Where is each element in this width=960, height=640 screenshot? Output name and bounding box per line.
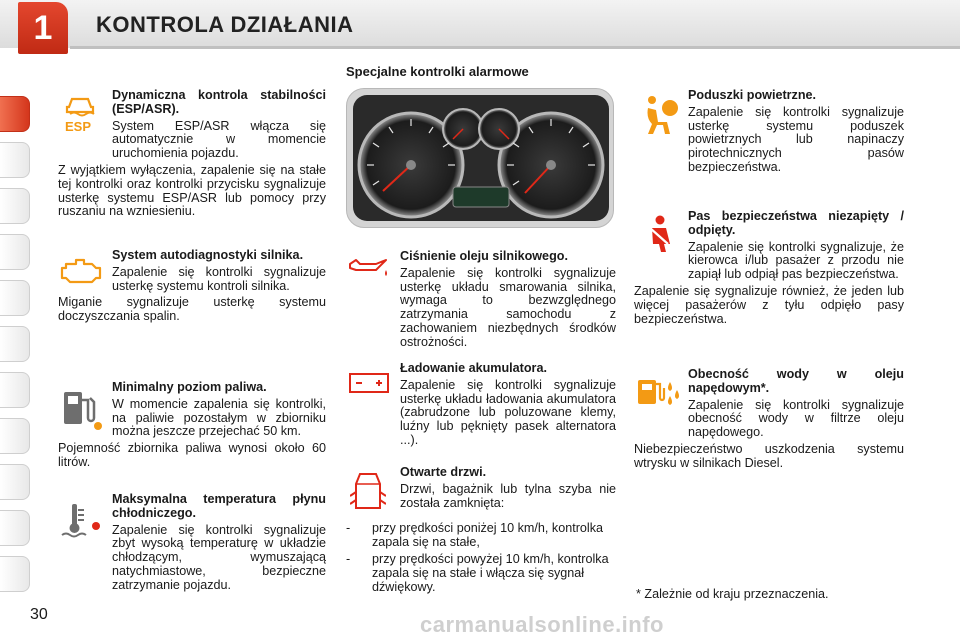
header-rule — [70, 46, 960, 49]
airbag-section — [634, 89, 904, 175]
esp-body-1: System ESP/ASR włącza się automatycznie w momencie uruchomienia pojazdu. — [112, 118, 326, 161]
coolant-title: Maksymalna temperatura płynu chłodniczego. — [112, 492, 326, 520]
seatbelt-body-1: Zapalenie się kontrolki sygnalizuje, że kierowca i/lub pasażer z przodu nie zapiął lub odpiął pas bezpieczeństwa. — [688, 239, 904, 282]
chapter-tab-4[interactable] — [0, 234, 30, 270]
instrument-cluster-drawing — [353, 95, 609, 221]
engine-body-1: Zapalenie się kontrolki sygnalizuje usterkę systemu kontroli silnika. — [112, 264, 326, 293]
battery-section — [346, 362, 616, 448]
engine-section — [58, 249, 326, 324]
chapter-tab-8[interactable] — [0, 418, 30, 454]
watermark: carmanualsonline.info — [420, 612, 664, 637]
fuel-title: Minimalny poziom paliwa. — [112, 380, 267, 394]
oil-body-1: Zapalenie się kontrolki sygnalizuje usterkę układu smarowania silnika, wymaga to bezwzględnego zatrzymania samochodu z zachowaniem niezbędnych środków ostrożności. — [400, 265, 616, 349]
chapter-tab-7[interactable] — [0, 372, 30, 408]
water-section — [634, 368, 904, 471]
doors-condition-item: - przy prędkości poniżej 10 km/h, kontrolka zapala się na stałe, — [346, 522, 616, 550]
chapter-tab-11[interactable] — [0, 556, 30, 592]
esp-section — [58, 89, 326, 219]
section-title: Specjalne kontrolki alarmowe — [346, 64, 529, 79]
doors-condition-item: - przy prędkości powyżej 10 km/h, kontrolka zapala się na stałe i włącza się sygnał dźwiękowy. — [346, 553, 616, 594]
doors-title: Otwarte drzwi. — [400, 465, 487, 479]
chapter-tab-3[interactable] — [0, 188, 30, 224]
chapter-tab-1[interactable] — [0, 96, 30, 132]
chapter-number-badge: 1 — [18, 2, 68, 54]
instrument-cluster-illustration — [346, 88, 614, 228]
seatbelt-title: Pas bezpieczeństwa niezapięty / odpięty. — [688, 209, 904, 237]
doors-body-1: Drzwi, bagażnik lub tylna szyba nie została zamknięta: — [400, 481, 616, 510]
seatbelt-body-2: Zapalenie się sygnalizuje również, że jeden lub więcej pasażerów z tyłu odpięło pasy bezpieczeństwa. — [634, 283, 904, 326]
footnote: * Zależnie od kraju przeznaczenia. — [636, 587, 829, 601]
fuel-body-1: W momencie zapalenia się kontrolki, na paliwie pozostałym w zbiorniku można jeszcze przejechać 50 km. — [112, 396, 326, 439]
esp-body-2: Z wyjątkiem wyłączenia, zapalenie się na stałe tej kontrolki oraz kontrolki przycisku sygnalizuje usterkę systemu ESP/ASR lub pomocy przy ruszaniu na wzniesieniu. — [58, 162, 326, 219]
airbag-title: Poduszki powietrzne. — [688, 88, 817, 102]
battery-title: Ładowanie akumulatora. — [400, 361, 547, 375]
seatbelt-section — [634, 210, 904, 326]
oil-title: Ciśnienie oleju silnikowego. — [400, 249, 568, 263]
page-number: 30 — [30, 606, 48, 623]
esp-title: Dynamiczna kontrola stabilności (ESP/ASR). — [112, 88, 326, 116]
doors-conditions-list — [346, 522, 616, 594]
chapter-tab-10[interactable] — [0, 510, 30, 546]
chapter-tab-9[interactable] — [0, 464, 30, 500]
chapter-tab-2[interactable] — [0, 142, 30, 178]
water-body-1: Zapalenie się kontrolki sygnalizuje obecność wody w filtrze oleju napędowego. — [688, 397, 904, 440]
chapter-tab-5[interactable] — [0, 280, 30, 316]
page-title: KONTROLA DZIAŁANIA — [96, 12, 354, 37]
engine-title: System autodiagnostyki silnika. — [112, 248, 304, 262]
airbag-body-1: Zapalenie się kontrolki sygnalizuje usterkę systemu poduszek powietrznych lub napinaczy pirotechnicznych pasów bezpieczeństwa. — [688, 104, 904, 174]
coolant-body-1: Zapalenie się kontrolki sygnalizuje zbyt wysoką temperaturę w układzie chłodzącym, wymuszającą natychmiastowe, bezpieczne zatrzymanie pojazdu. — [112, 522, 326, 592]
water-body-2: Niebezpieczeństwo uszkodzenia systemu wtrysku w silnikach Diesel. — [634, 441, 904, 470]
chapter-tabs — [0, 66, 30, 606]
doors-section — [346, 466, 616, 597]
esp-icon-label: ESP — [65, 119, 92, 134]
battery-body-1: Zapalenie się kontrolki sygnalizuje usterkę układu ładowania akumulatora (zabrudzone lub poluzowane klemy, luźny lub pęknięty pasek alternatora ...). — [400, 377, 616, 447]
coolant-section — [58, 493, 326, 593]
fuel-section — [58, 381, 326, 470]
water-title: Obecność wody w oleju napędowym*. — [688, 367, 904, 395]
fuel-body-2: Pojemność zbiornika paliwa wynosi około 60 litrów. — [58, 441, 326, 469]
chapter-tab-6[interactable] — [0, 326, 30, 362]
engine-body-2: Miganie sygnalizuje usterkę systemu doczyszczania spalin. — [58, 295, 326, 324]
oil-section — [346, 250, 616, 350]
